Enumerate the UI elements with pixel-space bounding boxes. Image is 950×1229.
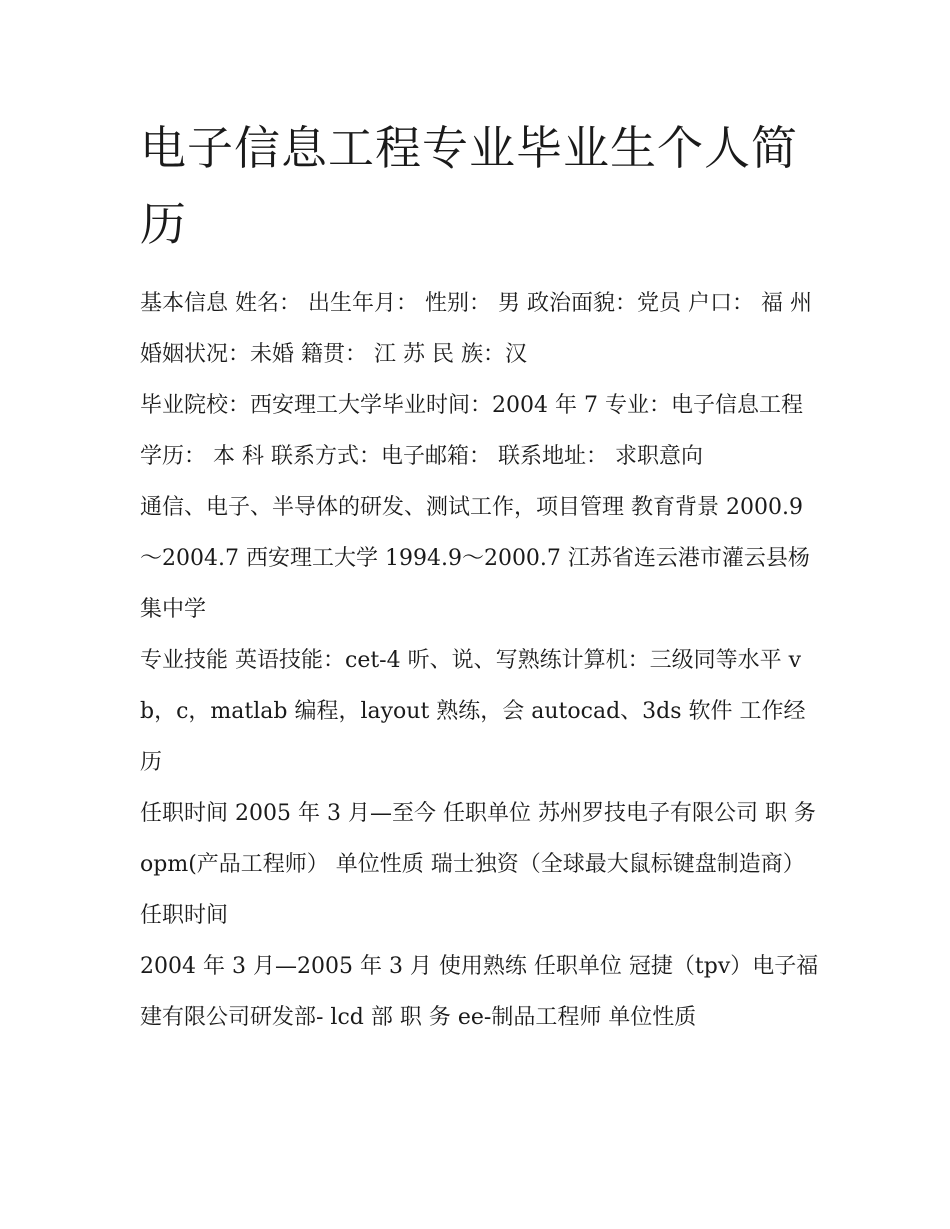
paragraph-basic-info: 基本信息 姓名： 出生年月： 性别： 男 政治面貌：党员 户口： 福 州 婚姻状况：未婚 籍贯： 江 苏 民 族：汉 (140, 291, 812, 367)
paragraph-work-logitech: 任职时间 2005 年 3 月—至今 任职单位 苏州罗技电子有限公司 职 务 opm(产品工程师） 单位性质 瑞士独资（全球最大鼠标键盘制造商） 任职时间 (140, 801, 816, 928)
title-spacer (140, 262, 820, 278)
document-title: 电子信息工程专业毕业生个人简历 (140, 121, 798, 251)
paragraph-education: 通信、电子、半导体的研发、测试工作，项目管理 教育背景 2000.9～2004.7 西安理工大学 1994.9～2000.7 江苏省连云港市灌云县杨集中学 (140, 495, 810, 622)
document-page (140, 110, 820, 1043)
paragraph-school-contact: 毕业院校：西安理工大学毕业时间：2004 年 7 专业：电子信息工程 学历： 本 科 联系方式：电子邮箱： 联系地址： 求职意向 (140, 393, 803, 469)
paragraph-work-tpv: 2004 年 3 月—2005 年 3 月 使用熟练 任职单位 冠捷（tpv）电子福建有限公司研发部- lcd 部 职 务 ee-制品工程师 单位性质 (140, 954, 819, 1030)
paragraph-skills: 专业技能 英语技能：cet-4 听、说、写熟练计算机：三级同等水平 vb，c，matlab 编程，layout 熟练，会 autocad、3ds 软件 工作经历 (140, 648, 806, 775)
